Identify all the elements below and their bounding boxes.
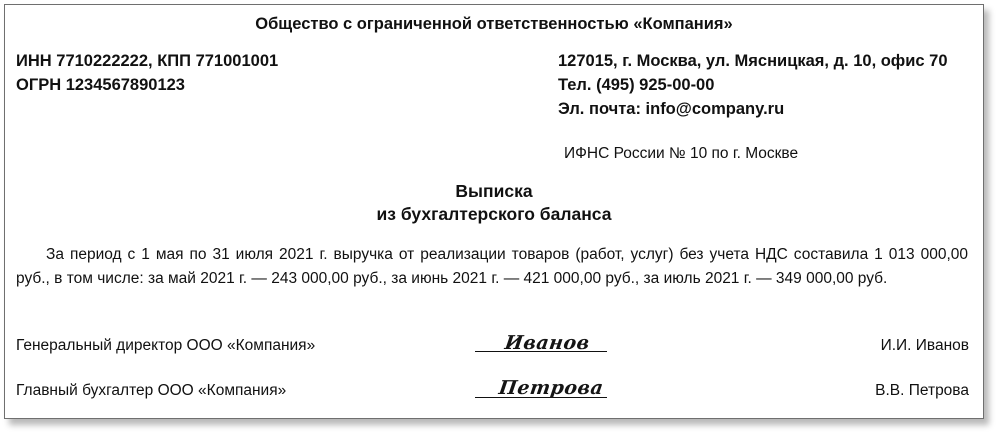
ogrn: ОГРН 1234567890123 xyxy=(16,76,185,94)
signature-name-director: И.И. Иванов xyxy=(880,337,969,354)
requisites-left xyxy=(16,49,278,97)
recipient: ИФНС России № 10 по г. Москве xyxy=(564,145,799,162)
document-title-line1: Выписка xyxy=(455,181,533,201)
document-sheet xyxy=(4,4,984,419)
signature-position-director: Генеральный директор ООО «Компания» xyxy=(16,337,316,354)
signature-name-accountant: В.В. Петрова xyxy=(875,382,969,399)
handwritten-signature-director: Иванов xyxy=(503,332,592,354)
body-paragraph: За период с 1 мая по 31 июля 2021 г. выручка от реализации товаров (работ, услуг) без учета НДС составила 1 013 000,00 руб., в том числе: за май 2021 г. — 243 000,00 руб., за июнь 2021 г. — 421 000,00 руб., за июль 2021 г. — 349 000,00 руб. xyxy=(16,246,968,287)
signature-position-accountant: Главный бухгалтер ООО «Компания» xyxy=(16,382,287,399)
document-title-line2: из бухгалтерского баланса xyxy=(376,204,612,224)
inn-kpp: ИНН 7710222222, КПП 771001001 xyxy=(16,52,279,70)
requisites-right xyxy=(558,49,948,121)
address: 127015, г. Москва, ул. Мясницкая, д. 10, офис 70 xyxy=(558,52,948,70)
handwritten-signature-accountant: Петрова xyxy=(497,377,605,399)
organization-name: Общество с ограниченной ответственностью «Компания» xyxy=(255,15,733,33)
document-title xyxy=(5,180,983,226)
phone: Тел. (495) 925-00-00 xyxy=(558,76,715,94)
email: Эл. почта: info@company.ru xyxy=(558,100,785,118)
